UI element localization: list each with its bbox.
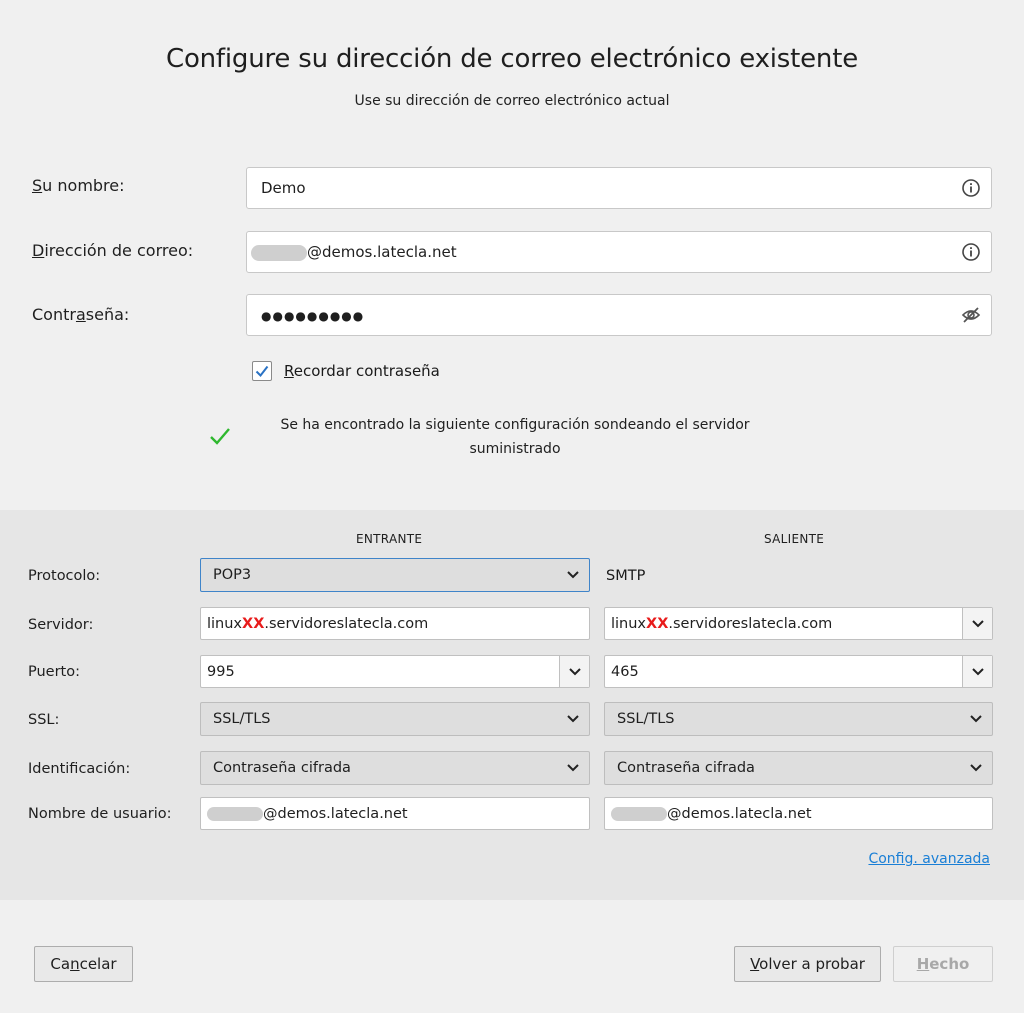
auth-label: Identificación: xyxy=(28,761,131,777)
outgoing-ssl-select[interactable]: SSL/TLS xyxy=(604,702,993,736)
incoming-port-dropdown-button[interactable] xyxy=(559,656,589,687)
incoming-username-input[interactable]: @demos.latecla.net xyxy=(200,797,590,830)
incoming-protocol-select[interactable]: POP3 xyxy=(200,558,590,592)
advanced-config-link[interactable]: Config. avanzada xyxy=(868,851,990,867)
chevron-down-icon xyxy=(970,714,982,724)
chevron-down-icon xyxy=(972,667,984,677)
incoming-port-combobox[interactable]: 995 xyxy=(200,655,590,688)
info-icon[interactable] xyxy=(961,178,981,198)
remember-password-checkbox[interactable] xyxy=(252,361,272,381)
redacted-blur xyxy=(207,807,263,821)
incoming-header: ENTRANTE xyxy=(356,532,423,546)
incoming-server-input[interactable]: linuxXX.servidoreslatecla.com xyxy=(200,607,590,640)
chevron-down-icon xyxy=(567,763,579,773)
status-message: Se ha encontrado la siguiente configuración sondeando el servidor suministrado xyxy=(280,417,750,457)
outgoing-port-dropdown-button[interactable] xyxy=(962,656,992,687)
redacted-blur xyxy=(251,245,307,261)
username-label: Nombre de usuario: xyxy=(28,806,172,822)
outgoing-server-dropdown-button[interactable] xyxy=(962,608,992,639)
incoming-auth-select[interactable]: Contraseña cifrada xyxy=(200,751,590,785)
outgoing-server-combobox[interactable]: linuxXX.servidoreslatecla.com xyxy=(604,607,993,640)
password-label: Contraseña: xyxy=(32,305,130,324)
outgoing-username-input[interactable]: @demos.latecla.net xyxy=(604,797,993,830)
success-check-icon xyxy=(208,424,232,448)
outgoing-port-combobox[interactable]: 465 xyxy=(604,655,993,688)
port-label: Puerto: xyxy=(28,664,81,680)
chevron-down-icon xyxy=(567,714,579,724)
name-value: Demo xyxy=(261,179,306,197)
email-value: @demos.latecla.net xyxy=(307,243,457,261)
eye-slash-icon[interactable] xyxy=(961,305,981,325)
email-label: Dirección de correo: xyxy=(32,241,194,260)
page-title: Configure su dirección de correo electrónico existente xyxy=(165,44,858,74)
incoming-ssl-select[interactable]: SSL/TLS xyxy=(200,702,590,736)
outgoing-protocol-value: SMTP xyxy=(606,568,646,584)
remember-password-label[interactable]: Recordar contraseña xyxy=(284,362,440,380)
checkmark-icon xyxy=(253,362,271,380)
outgoing-auth-select[interactable]: Contraseña cifrada xyxy=(604,751,993,785)
outgoing-header: SALIENTE xyxy=(764,532,825,546)
email-input[interactable] xyxy=(246,231,992,273)
chevron-down-icon xyxy=(972,619,984,629)
protocol-label: Protocolo: xyxy=(28,568,101,584)
retest-button[interactable]: Volver a probar xyxy=(734,946,881,982)
name-input[interactable] xyxy=(246,167,992,209)
server-label: Servidor: xyxy=(28,617,94,633)
password-value: ●●●●●●●●● xyxy=(261,309,365,323)
name-label: Su nombre: xyxy=(32,176,125,195)
chevron-down-icon xyxy=(569,667,581,677)
cancel-button[interactable]: Cancelar xyxy=(34,946,133,982)
chevron-down-icon xyxy=(970,763,982,773)
done-button[interactable]: Hecho xyxy=(893,946,993,982)
page-subtitle: Use su dirección de correo electrónico actual xyxy=(354,93,670,109)
redacted-blur xyxy=(611,807,667,821)
ssl-label: SSL: xyxy=(28,712,60,728)
chevron-down-icon xyxy=(567,570,579,580)
info-icon[interactable] xyxy=(961,242,981,262)
password-input[interactable] xyxy=(246,294,992,336)
